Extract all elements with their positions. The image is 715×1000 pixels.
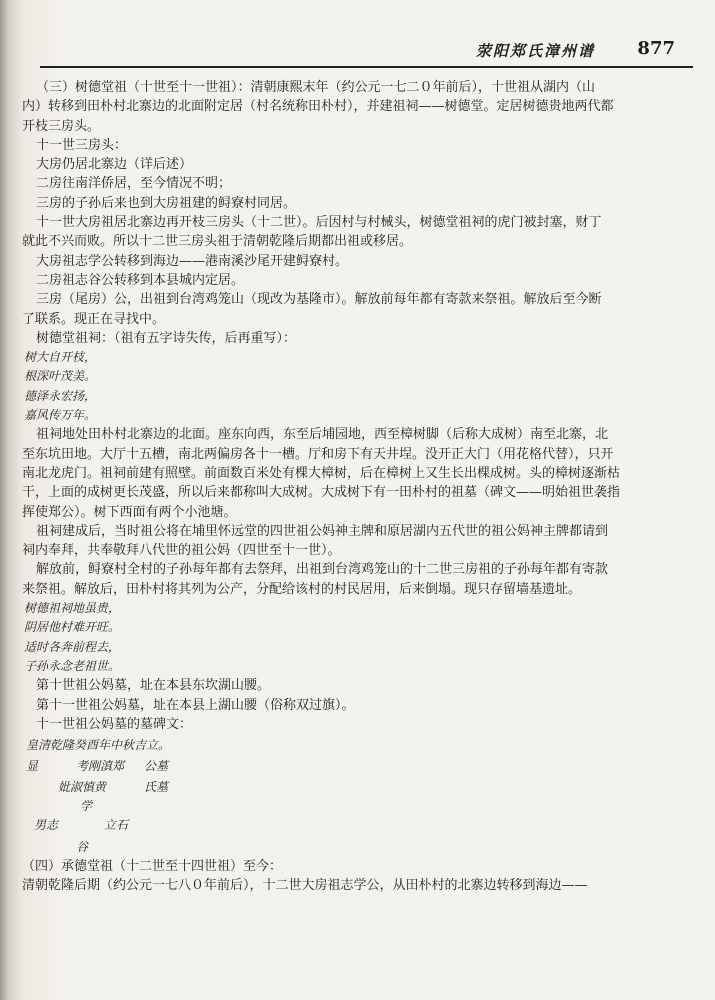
paragraph-line: 大房仍居北寨边（详后述） <box>36 157 193 173</box>
paragraph-line: 挥使郑公）。树下西面有两个小池塘。 <box>22 504 237 520</box>
paragraph-line: 第十一世祖公妈墓，址在本县上湖山腰（俗称双过旗）。 <box>36 697 355 713</box>
poem-line: 阴居他村难开旺。 <box>24 620 121 635</box>
paragraph-line: 就此不兴而败。所以十二世三房头祖于清朝乾隆后期都出祖或移居。 <box>22 234 413 250</box>
poem-line: 树大自开枝， <box>24 350 97 365</box>
paragraph-line: 十一世三房头： <box>36 137 128 153</box>
paragraph-line: 干，上面的成树更长茂盛，所以后来都称叫大成树。大成树下有一田朴村的祖墓（碑文——明始祖世袭指 <box>22 485 621 501</box>
paragraph-line: 了联系。现正在寻找中。 <box>22 311 166 327</box>
paragraph-line: 三房（尾房）公，出祖到台湾鸡笼山（现改为基隆市）。解放前每年都有寄款来祭祖。解放后至今断 <box>36 292 602 308</box>
stele-gongmu: 公墓 <box>144 759 169 774</box>
poem-line: 适时各奔前程去， <box>24 639 121 654</box>
stele-kao: 考刚滇郑 <box>76 759 125 774</box>
paragraph-line: 大房祖志学公转移到海边——港南溪沙尾开建鲟寮村。 <box>36 253 349 269</box>
stele-xian: 显 <box>26 759 39 774</box>
paragraph-line: 内）转移到田朴村北寨边的北面附定居（村名统称田朴村），并建祖祠——树德堂。定居树德贵地两代都 <box>22 99 614 115</box>
poem-line: 德泽永宏扬， <box>24 388 97 403</box>
paragraph-line: 清朝乾隆后期（约公元一七八０年前后），十二世大房祖志学公，从田朴村的北寨边转移到海边—— <box>22 878 588 894</box>
paragraph-line: 祖祠地处田朴村北寨边的北面。座东向西，东至后埔园地，西至樟树脚（后称大成树）南至北寨，北 <box>36 427 609 443</box>
paragraph-line: 十一世祖公妈墓的墓碑文： <box>36 716 193 732</box>
paragraph-line: 二房往南洋侨居，至今情况不明； <box>36 176 232 192</box>
stele-nanzhi: 男志 <box>34 818 59 833</box>
paragraph-line: 第十世祖公妈墓，址在本县东坎湖山腰。 <box>36 678 271 694</box>
paragraph-line: （三）树德堂祖（十世至十一世祖）：清朝康熙末年（约公元一七二０年前后），十世祖从湖内（山 <box>36 80 596 95</box>
stele-date-line: 皇清乾隆癸酉年中秋吉立。 <box>26 738 171 753</box>
book-title: 荥阳郑氏漳州谱 <box>475 42 595 60</box>
header-rule <box>40 66 693 68</box>
page-number: 877 <box>637 38 675 59</box>
paragraph-line: 树德堂祖祠：（祖有五字诗失传，后再重写）： <box>36 330 297 346</box>
section-heading: （四）承德堂祖（十二世至十四世祖）至今： <box>22 859 283 875</box>
paragraph-line: 三房的子孙后来也到大房祖建的鲟寮村同居。 <box>36 195 297 211</box>
paragraph-line: 来祭祖。解放后，田朴村将其列为公产，分配给该村的村民居用，后来倒塌。现只存留墙基遗址。 <box>22 581 582 597</box>
stele-xue: 学 <box>80 799 93 814</box>
stele-lishi: 立石 <box>104 818 129 833</box>
paragraph-line: 开枝三房头。 <box>22 118 101 134</box>
poem-line: 子孙永念老祖世。 <box>24 658 121 673</box>
poem-line: 树德祖祠地虽贵， <box>24 601 121 616</box>
paragraph-line: 二房祖志谷公转移到本县城内定居。 <box>36 272 245 288</box>
page-header <box>40 36 693 62</box>
poem-line: 根深叶茂美。 <box>24 369 97 384</box>
page-content <box>22 78 692 896</box>
paragraph-line: 祖祠建成后，当时祖公将在埔里怀远堂的四世祖公妈神主牌和原居湖内五代世的祖公妈神主牌都请到 <box>36 523 609 539</box>
stele-bi: 妣淑慎黄 <box>58 780 107 795</box>
stele-bottom <box>22 838 692 857</box>
paragraph-line: 祠内奉拜，共奉敬拜八代世的祖公妈（四世至十一世）。 <box>22 543 341 559</box>
tombstone-inscription <box>22 734 692 838</box>
paragraph-line: 十一世大房祖居北寨边再开枝三房头（十二世）。后因村与村械头，树德堂祖祠的虎门被封塞，财丁 <box>36 215 602 231</box>
stele-gu: 谷 <box>76 840 89 855</box>
stele-shimu: 氏墓 <box>144 780 169 795</box>
poem-line: 嘉风传万年。 <box>24 408 97 423</box>
paragraph-line: 至东坑田地。大厅十五槽，南北两偏房各十一槽。厅和房下有天井埕。没开正大门（用花格代替），只开 <box>22 446 614 462</box>
paragraph-line: 解放前，鲟寮村全村的子孙每年都有去祭拜，出祖到台湾鸡笼山的十二世三房祖的子孙每年都有寄款 <box>36 562 609 578</box>
paragraph-line: 南北龙虎门。祖祠前建有照壁。前面数百米处有棵大樟树，后在樟树上又生长出棵成树。头的樟树逐渐枯 <box>22 465 621 481</box>
